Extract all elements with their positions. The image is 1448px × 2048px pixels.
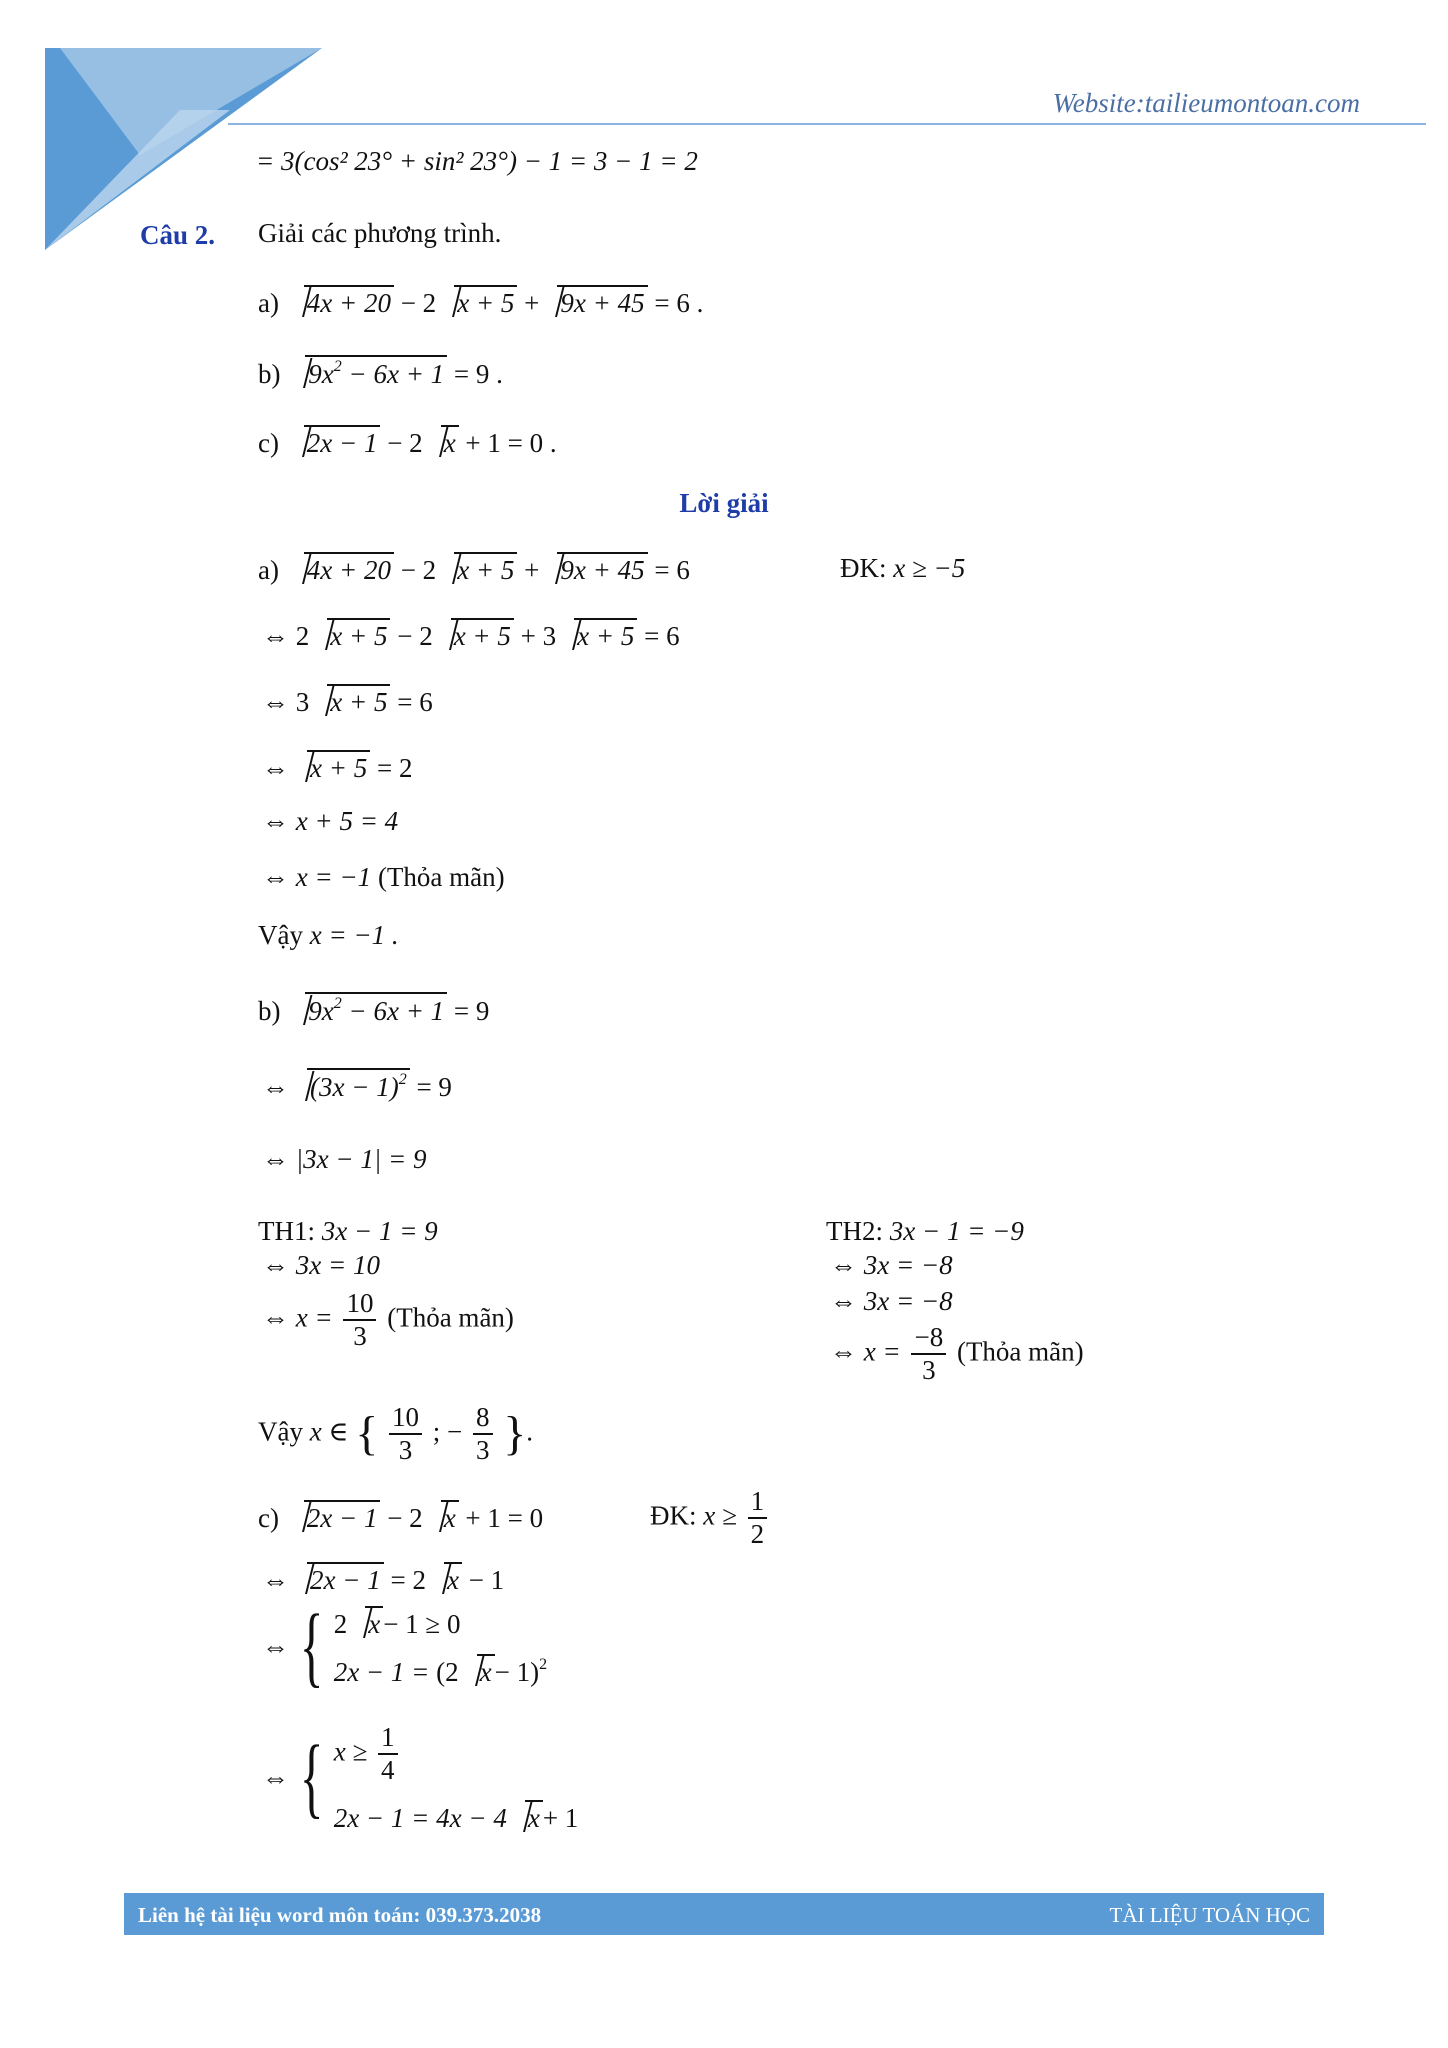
footer-brand: TÀI LIỆU TOÁN HỌC xyxy=(1109,1903,1310,1927)
question-a-label: a) xyxy=(258,288,279,318)
eq-tail: = 6 xyxy=(397,687,433,717)
fraction-numerator: 10 xyxy=(389,1402,422,1435)
step-expression: |3x − 1| = 9 xyxy=(295,1144,427,1174)
sqrt-term: $9x^2 - 6x + 1$ xyxy=(289,355,447,390)
sqrt-term: x + 5 xyxy=(311,618,390,652)
question-c-label: c) xyxy=(258,428,279,458)
sqrt-term: $9x^2 - 6x + 1$ xyxy=(289,992,447,1027)
conclusion-word: Vậy xyxy=(258,1416,303,1447)
eq-tail: − 1 xyxy=(468,1565,505,1595)
solution-c-step1: ⇔ 2x − 1 = 2 x − 1 xyxy=(262,1562,504,1596)
sqrt-term: x + 5 xyxy=(435,618,514,652)
question-a-tail: = 6 . xyxy=(654,288,704,318)
sqrt-term: x xyxy=(428,1562,462,1596)
th2-step3: ⇔ x = $\frac{-8}{3}$ (Thỏa mãn) xyxy=(830,1322,1084,1386)
solution-c-condition: ĐK: x ≥ $\frac{1}{2}$ xyxy=(650,1486,771,1550)
fraction xyxy=(473,1402,493,1466)
solution-b-step1: ⇔ $(3x - 1)^2 = 9$ xyxy=(262,1068,452,1103)
eq-tail: + 1 = 0 xyxy=(465,1503,544,1533)
solution-b-label: b) xyxy=(258,996,281,1026)
eq-tail: = 9 xyxy=(453,996,490,1026)
sqrt-term: x + 5 xyxy=(558,618,637,652)
system-line: 2x − 1 = 4x − 4 x + 1 xyxy=(334,1800,579,1834)
question-b xyxy=(258,355,503,390)
sqrt-term: 4x + 20 xyxy=(288,285,394,319)
footer-bar xyxy=(124,1893,1324,1935)
sqrt-term: x + 5 xyxy=(438,285,517,319)
fraction-denominator: 3 xyxy=(398,1435,413,1466)
system-lines xyxy=(334,1722,579,1834)
condition-value: x ≥ −5 xyxy=(893,553,966,583)
satisfied-note: (Thỏa mãn) xyxy=(377,862,505,892)
case-expression: 3x − 1 = 9 xyxy=(321,1216,438,1246)
sqrt-term: 4x + 20 xyxy=(288,552,394,586)
solution-a-step4: ⇔ x + 5 = 4 xyxy=(262,806,399,836)
solution-title: Lời giải xyxy=(679,488,769,518)
case-label: TH2: xyxy=(826,1216,883,1246)
th2-step2: ⇔ 3x = −8 xyxy=(830,1286,953,1316)
eq-tail: + 1 xyxy=(542,1803,579,1834)
th1-step2: ⇔ x = $\frac{10}{3}$ (Thỏa mãn) xyxy=(262,1288,514,1352)
fraction-numerator: 8 xyxy=(473,1402,493,1435)
fraction-numerator: 10 xyxy=(343,1288,376,1321)
fraction-denominator: 3 xyxy=(922,1355,936,1386)
solution-b-equation xyxy=(258,992,489,1027)
eq-tail: = 2 xyxy=(376,753,413,783)
conclusion-expression: x = −1 . xyxy=(309,920,399,950)
website-header: Website:tailieumontoan.com xyxy=(1052,88,1360,118)
sqrt-term: x xyxy=(425,1500,459,1534)
fraction xyxy=(389,1402,422,1466)
th2-equation xyxy=(826,1218,1024,1245)
condition-label: ĐK: xyxy=(840,553,887,583)
sqrt-term: x + 5 xyxy=(291,750,370,784)
solution-c-system2: ⇔ { x ≥ $\frac{1}{4}$ 2x − 1 = 4x − 4 x + 1 xyxy=(262,1722,579,1834)
solution-a-step5: ⇔ x = −1 (Thỏa mãn) xyxy=(262,862,505,892)
solution-a-condition xyxy=(840,555,965,582)
question-c: c) 2x − 1 − 2 x + 1 = 0 . xyxy=(258,425,557,459)
top-equation: = 3(cos² 23° + sin² 23°) − 1 = 3 − 1 = 2 xyxy=(256,146,698,176)
sqrt-term: x + 5 xyxy=(311,684,390,718)
th1-equation xyxy=(258,1218,438,1245)
solution-c-system1: ⇔ { 2 x − 1 ≥ 0 2x − 1 = (2 x − 1)$^2$ xyxy=(262,1597,548,1696)
fraction: $\frac{1}{4}$ xyxy=(378,1722,398,1786)
system-line: 2 x − 1 ≥ 0 xyxy=(334,1606,547,1640)
question-prompt: Giải các phương trình. xyxy=(258,218,502,248)
solution-a-step1: ⇔ 2 x + 5 − 2 x + 5 + 3 x + 5 = 6 xyxy=(262,618,680,652)
sqrt-term: x + 5 xyxy=(438,552,517,586)
solution-a-equation: a) 4x + 20 − 2 x + 5 + 9x + 45 = 6 xyxy=(258,552,690,586)
sqrt-term: x xyxy=(425,425,459,459)
question-b-tail: = 9 . xyxy=(453,359,503,389)
solution-c-label: c) xyxy=(258,1503,279,1533)
sqrt-term: x xyxy=(509,1800,543,1834)
system-lines xyxy=(334,1606,547,1689)
sqrt-term: 9x + 45 xyxy=(541,552,647,586)
step-expression: x = −1 xyxy=(295,862,372,892)
solution-a-label: a) xyxy=(258,555,279,585)
sqrt-term: 2x − 1 xyxy=(288,425,381,459)
fraction-numerator: −8 xyxy=(911,1322,946,1355)
condition-label: ĐK: xyxy=(650,1500,697,1531)
solution-a-step2: ⇔ 3 x + 5 = 6 xyxy=(262,684,433,718)
eq-tail: = 6 xyxy=(654,555,690,585)
satisfied-note: (Thỏa mãn) xyxy=(387,1302,514,1333)
fraction xyxy=(343,1288,376,1352)
sqrt-term: $(3x - 1)^2$ xyxy=(291,1068,410,1103)
eq-tail: = 6 xyxy=(644,621,680,651)
solution-b-step2: ⇔ |3x − 1| = 9 xyxy=(262,1144,427,1174)
fraction xyxy=(911,1322,946,1386)
system-brace: { xyxy=(299,1728,324,1828)
case-label: TH1: xyxy=(258,1216,315,1246)
satisfied-note: (Thỏa mãn) xyxy=(956,1336,1084,1367)
system-line: 2x − 1 = (2 x − 1)$^2$ xyxy=(333,1656,548,1687)
solution-b-conclusion: Vậy x ∈ { $\frac{10}{3}$ ; − $\frac{8}{3}$ }. xyxy=(258,1402,534,1466)
conclusion-word: Vậy xyxy=(258,920,303,950)
sqrt-term: x xyxy=(461,1654,495,1688)
question-a: a) 4x + 20 − 2 x + 5 + 9x + 45 = 6 . xyxy=(258,285,703,319)
fraction-denominator: 2 xyxy=(750,1519,765,1550)
header-rule xyxy=(228,123,1426,125)
step-expression: x + 5 = 4 xyxy=(295,806,399,836)
th1-step1: ⇔ 3x = 10 xyxy=(262,1250,380,1280)
solution-a-step3: ⇔ x + 5 = 2 xyxy=(262,750,412,784)
eq-tail: = 9 xyxy=(416,1072,452,1102)
fraction-denominator: 3 xyxy=(476,1435,490,1466)
eq-tail: − 1 ≥ 0 xyxy=(383,1608,461,1639)
question-label: Câu 2. xyxy=(140,220,216,250)
question-b-label: b) xyxy=(258,359,281,389)
sqrt-term: 9x + 45 xyxy=(541,285,647,319)
th2-step1: ⇔ 3x = −8 xyxy=(830,1250,953,1280)
fraction-denominator: 3 xyxy=(353,1321,367,1352)
step-expression: 3x = 10 xyxy=(295,1250,380,1280)
step-expression: 3x = −8 xyxy=(863,1286,953,1316)
question-c-tail: + 1 = 0 . xyxy=(465,428,557,458)
fraction xyxy=(748,1486,768,1550)
solution-a-conclusion xyxy=(258,922,399,949)
system-brace: { xyxy=(299,1597,324,1696)
step-expression: 3x = −8 xyxy=(863,1250,953,1280)
case-expression: 3x − 1 = −9 xyxy=(889,1216,1024,1246)
system-line: x ≥ $\frac{1}{4}$ xyxy=(334,1722,579,1786)
solution-c-equation: c) 2x − 1 − 2 x + 1 = 0 xyxy=(258,1500,543,1534)
sqrt-term: x xyxy=(349,1606,383,1640)
fraction-numerator: 1 xyxy=(748,1486,768,1519)
footer-contact: Liên hệ tài liệu word môn toán: 039.373.2038 xyxy=(138,1903,542,1927)
sqrt-term: 2x − 1 xyxy=(291,1562,384,1596)
fraction-denominator: 4 xyxy=(381,1755,395,1786)
sqrt-term: 2x − 1 xyxy=(288,1500,381,1534)
